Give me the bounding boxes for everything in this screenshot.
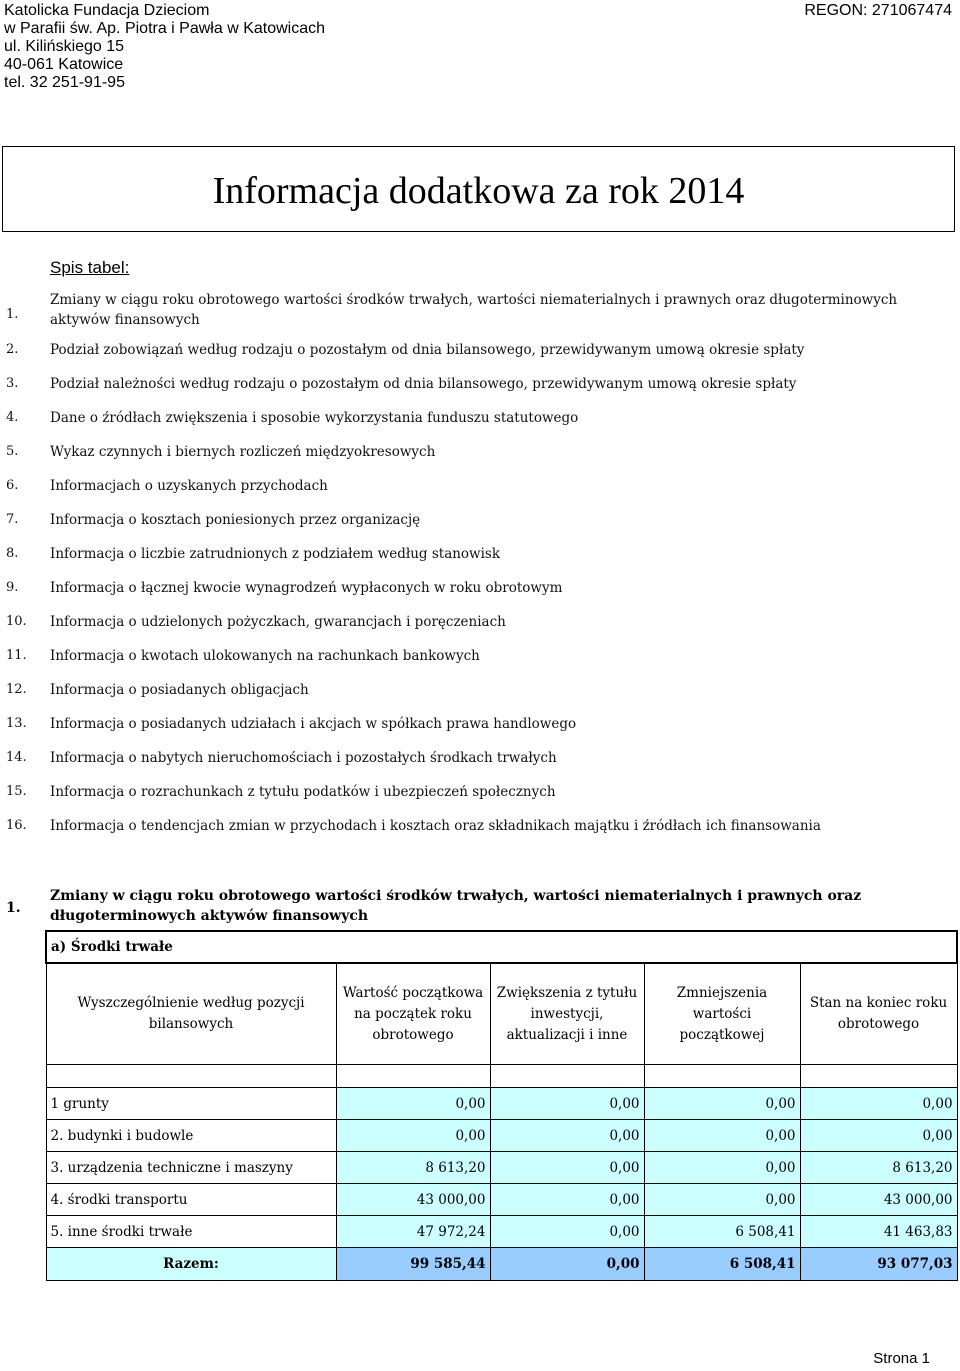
- toc-item-text: Informacja o posiadanych obligacjach: [50, 682, 309, 698]
- column-header: Zmniejszenia wartości początkowej: [644, 963, 800, 1065]
- toc-item-number: 9.: [6, 580, 19, 595]
- toc-item-text: Podział zobowiązań według rodzaju o pozostałym od dnia bilansowego, przewidywanym umową okresie spłaty: [50, 342, 805, 358]
- value-cell: 0,00: [800, 1120, 957, 1152]
- spacer-cell: [800, 1065, 957, 1088]
- value-cell: 41 463,83: [800, 1216, 957, 1248]
- toc-item-number: 16.: [6, 818, 27, 833]
- toc-item-text: Informacja o udzielonych pożyczkach, gwarancjach i poręczeniach: [50, 614, 506, 630]
- document-title: Informacja dodatkowa za rok 2014: [2, 146, 955, 232]
- value-cell: 43 000,00: [336, 1184, 490, 1216]
- spacer-cell: [46, 1065, 336, 1088]
- toc-item-text: Wykaz czynnych i biernych rozliczeń międzyokresowych: [50, 444, 436, 460]
- table-header-row: [46, 963, 957, 1065]
- section-number: 1.: [6, 900, 21, 916]
- toc-item-number: 11.: [6, 648, 27, 663]
- total-value-cell: 6 508,41: [644, 1248, 800, 1281]
- toc-item-number: 6.: [6, 478, 19, 493]
- toc-item-text: Informacja o nabytych nieruchomościach i pozostałych środkach trwałych: [50, 750, 557, 766]
- toc-item-number: 1.: [6, 307, 19, 322]
- table-row: [46, 1216, 957, 1248]
- value-cell: 0,00: [644, 1120, 800, 1152]
- table-row: [46, 1152, 957, 1184]
- toc-item-number: 5.: [6, 444, 19, 459]
- spacer-cell: [490, 1065, 644, 1088]
- total-label: Razem:: [46, 1248, 336, 1281]
- table-subheading-row: [46, 931, 957, 963]
- toc-item-text: Informacja o kwotach ulokowanych na rachunkach bankowych: [50, 648, 480, 664]
- toc-item-text: Informacjach o uzyskanych przychodach: [50, 478, 328, 494]
- toc-item-number: 14.: [6, 750, 27, 765]
- value-cell: 47 972,24: [336, 1216, 490, 1248]
- row-label: 4. środki transportu: [46, 1184, 336, 1216]
- toc-item-number: 10.: [6, 614, 27, 629]
- org-street-line: ul. Kilińskiego 15: [4, 38, 125, 55]
- table-row: [46, 1184, 957, 1216]
- value-cell: 8 613,20: [336, 1152, 490, 1184]
- row-label: 2. budynki i budowle: [46, 1120, 336, 1152]
- org-city-line: 40-061 Katowice: [4, 56, 124, 73]
- total-value-cell: 93 077,03: [800, 1248, 957, 1281]
- toc-item-text: Podział należności według rodzaju o pozostałym od dnia bilansowego, przewidywanym umową okresie spłaty: [50, 376, 797, 392]
- toc-item-text: Informacja o rozrachunkach z tytułu podatków i ubezpieczeń społecznych: [50, 784, 556, 800]
- org-parish-line: w Parafii św. Ap. Piotra i Pawła w Katowicach: [4, 20, 326, 37]
- value-cell: 0,00: [490, 1120, 644, 1152]
- value-cell: 0,00: [490, 1216, 644, 1248]
- spacer-cell: [336, 1065, 490, 1088]
- section-title: Zmiany w ciągu roku obrotowego wartości środków trwałych, wartości niematerialnych i prawnych oraz długoterminowych aktywów finansowych: [50, 888, 862, 924]
- organization-address: [4, 2, 325, 92]
- value-cell: 0,00: [490, 1184, 644, 1216]
- table-of-contents-heading: Spis tabel:: [50, 258, 130, 277]
- toc-item-number: 3.: [6, 376, 19, 391]
- toc-item-text: Informacja o kosztach poniesionych przez organizację: [50, 512, 421, 528]
- table-row: [46, 1088, 957, 1120]
- table-total-row: [46, 1248, 957, 1281]
- total-value-cell: 99 585,44: [336, 1248, 490, 1281]
- value-cell: 6 508,41: [644, 1216, 800, 1248]
- value-cell: 0,00: [490, 1152, 644, 1184]
- toc-item-text: Zmiany w ciągu roku obrotowego wartości środków trwałych, wartości niematerialnych i prawnych oraz długoterminowych aktywów finansowych: [50, 292, 898, 328]
- fixed-assets-table: [45, 930, 958, 1281]
- toc-item-number: 7.: [6, 512, 19, 527]
- row-label: 1 grunty: [46, 1088, 336, 1120]
- toc-item-number: 12.: [6, 682, 27, 697]
- value-cell: 0,00: [336, 1120, 490, 1152]
- value-cell: 8 613,20: [800, 1152, 957, 1184]
- toc-item-text: Informacja o posiadanych udziałach i akcjach w spółkach prawa handlowego: [50, 716, 577, 732]
- toc-item-text: Dane o źródłach zwiększenia i sposobie wykorzystania funduszu statutowego: [50, 410, 579, 426]
- column-header: Zwiększenia z tytułu inwestycji, aktualizacji i inne: [490, 963, 644, 1065]
- value-cell: 0,00: [336, 1088, 490, 1120]
- toc-item-number: 8.: [6, 546, 19, 561]
- toc-item-text: Informacja o tendencjach zmian w przychodach i kosztach oraz składnikach majątku i źródłach ich finansowania: [50, 818, 821, 834]
- org-phone-line: tel. 32 251-91-95: [4, 74, 125, 91]
- value-cell: 0,00: [644, 1152, 800, 1184]
- column-header: Wyszczególnienie według pozycji bilansowych: [46, 963, 336, 1065]
- toc-item-number: 4.: [6, 410, 19, 425]
- value-cell: 0,00: [644, 1088, 800, 1120]
- toc-item-text: Informacja o łącznej kwocie wynagrodzeń wypłaconych w roku obrotowym: [50, 580, 563, 596]
- regon-number: REGON: 271067474: [804, 2, 952, 19]
- column-header: Stan na koniec roku obrotowego: [800, 963, 957, 1065]
- row-label: 3. urządzenia techniczne i maszyny: [46, 1152, 336, 1184]
- table-subheading: a) Środki trwałe: [46, 931, 957, 963]
- page-number: Strona 1: [873, 1350, 930, 1367]
- value-cell: 0,00: [644, 1184, 800, 1216]
- value-cell: 0,00: [490, 1088, 644, 1120]
- table-row: [46, 1120, 957, 1152]
- value-cell: 0,00: [800, 1088, 957, 1120]
- toc-item-text: Informacja o liczbie zatrudnionych z podziałem według stanowisk: [50, 546, 501, 562]
- toc-item-number: 13.: [6, 716, 27, 731]
- row-label: 5. inne środki trwałe: [46, 1216, 336, 1248]
- org-name-line: Katolicka Fundacja Dzieciom: [4, 2, 210, 19]
- total-value-cell: 0,00: [490, 1248, 644, 1281]
- toc-item-number: 2.: [6, 342, 19, 357]
- spacer-cell: [644, 1065, 800, 1088]
- toc-item-number: 15.: [6, 784, 27, 799]
- table-spacer-row: [46, 1065, 957, 1088]
- value-cell: 43 000,00: [800, 1184, 957, 1216]
- column-header: Wartość początkowa na początek roku obrotowego: [336, 963, 490, 1065]
